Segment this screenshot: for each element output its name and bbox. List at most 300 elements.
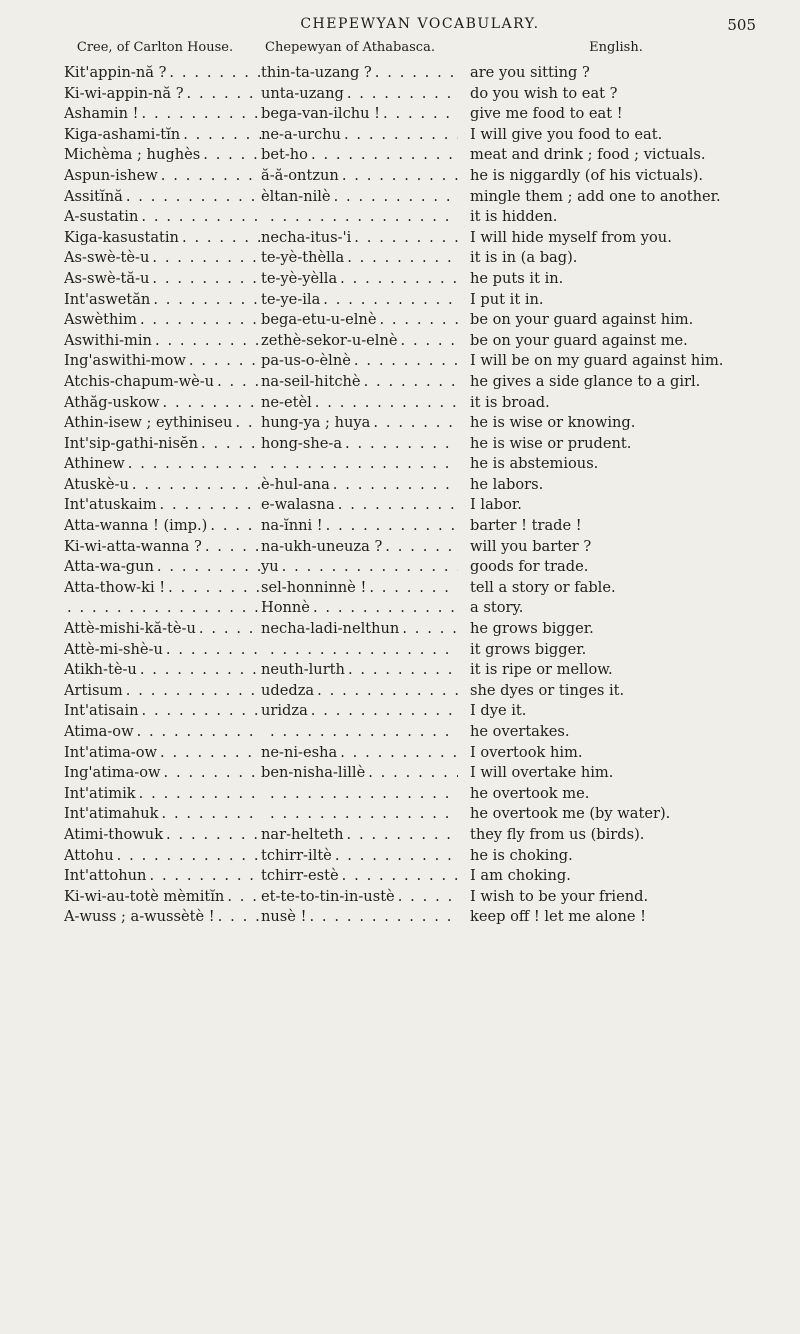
vocabulary-row bbox=[64, 372, 776, 393]
cree-cell bbox=[64, 145, 261, 166]
dot-leader bbox=[334, 187, 458, 208]
dot-leader bbox=[383, 104, 458, 125]
english-meaning: be on your guard against him. bbox=[470, 311, 694, 329]
chepewyan-cell bbox=[261, 413, 458, 434]
column-headers bbox=[64, 40, 776, 60]
vocabulary-row bbox=[64, 537, 776, 558]
cree-term: A-sustatin bbox=[64, 208, 139, 226]
english-meaning: I overtook him. bbox=[470, 743, 583, 761]
cree-cell bbox=[64, 866, 261, 887]
chepewyan-term: na-ĭnni ! bbox=[261, 517, 323, 535]
chepewyan-cell bbox=[261, 804, 458, 825]
cree-term: As-swè-tè-u bbox=[64, 249, 150, 267]
vocabulary-row bbox=[64, 722, 776, 743]
cree-term: Atuskè-u bbox=[64, 475, 129, 493]
dot-leader bbox=[313, 598, 458, 619]
chepewyan-cell bbox=[261, 784, 458, 805]
cree-term: Attè-mishi-kă-tè-u bbox=[64, 620, 196, 638]
cree-cell bbox=[64, 331, 261, 352]
dot-leader bbox=[347, 84, 458, 105]
chepewyan-cell bbox=[261, 372, 458, 393]
cree-term: Atimi-thowuk bbox=[64, 825, 164, 843]
cree-term: Atta-wa-gun bbox=[64, 558, 154, 576]
vocabulary-row bbox=[64, 619, 776, 640]
cree-cell bbox=[64, 454, 261, 475]
chepewyan-term: pa-us-o-èlnè bbox=[261, 352, 351, 370]
cree-term: Int'atimahuk bbox=[64, 805, 159, 823]
chepewyan-cell bbox=[261, 310, 458, 331]
dot-leader bbox=[317, 681, 458, 702]
cree-cell bbox=[64, 537, 261, 558]
dot-leader bbox=[67, 598, 261, 619]
dot-leader bbox=[354, 351, 458, 372]
cree-cell bbox=[64, 701, 261, 722]
dot-leader bbox=[333, 475, 458, 496]
dot-leader bbox=[375, 63, 458, 84]
chepewyan-cell bbox=[261, 331, 458, 352]
vocabulary-row bbox=[64, 413, 776, 434]
chepewyan-term: ne-a-urchu bbox=[261, 125, 341, 143]
chepewyan-cell bbox=[261, 495, 458, 516]
chepewyan-cell bbox=[261, 393, 458, 414]
chepewyan-term: zethè-sekor-u-elnè bbox=[261, 331, 398, 349]
cree-term: Kit'appin-nă ? bbox=[64, 64, 167, 81]
cree-cell bbox=[64, 763, 261, 784]
english-meaning: it is hidden. bbox=[470, 208, 558, 226]
english-meaning: mingle them ; add one to another. bbox=[470, 187, 721, 205]
chepewyan-term: èltan-nilè bbox=[261, 187, 331, 205]
dot-leader bbox=[340, 743, 458, 764]
chepewyan-term: ne-ni-esha bbox=[261, 743, 338, 761]
dot-leader bbox=[264, 722, 458, 743]
vocabulary-row bbox=[64, 145, 776, 166]
dot-leader bbox=[373, 413, 458, 434]
vocabulary-row bbox=[64, 743, 776, 764]
chepewyan-cell bbox=[261, 125, 458, 146]
vocabulary-row bbox=[64, 331, 776, 352]
chepewyan-cell bbox=[261, 846, 458, 867]
english-meaning: keep off ! let me alone ! bbox=[470, 908, 647, 926]
cree-cell bbox=[64, 104, 261, 125]
vocabulary-row bbox=[64, 640, 776, 661]
cree-cell bbox=[64, 187, 261, 208]
chepewyan-cell bbox=[261, 681, 458, 702]
dot-leader bbox=[369, 578, 458, 599]
english-meaning: give me food to eat ! bbox=[470, 105, 623, 123]
vocabulary-row bbox=[64, 228, 776, 249]
chepewyan-cell bbox=[261, 763, 458, 784]
cree-term: Int'atima-ow bbox=[64, 743, 158, 761]
cree-cell bbox=[64, 475, 261, 496]
english-meaning: barter ! trade ! bbox=[470, 517, 582, 535]
chepewyan-term: bega-van-ilchu ! bbox=[261, 105, 381, 123]
dot-leader bbox=[315, 393, 458, 414]
dot-leader bbox=[368, 763, 458, 784]
chepewyan-cell bbox=[261, 907, 458, 928]
running-head bbox=[64, 16, 776, 36]
english-meaning: will you barter ? bbox=[470, 537, 592, 555]
cree-cell bbox=[64, 310, 261, 331]
dot-leader bbox=[342, 166, 458, 187]
cree-cell bbox=[64, 846, 261, 867]
chepewyan-term: bet-ho bbox=[261, 146, 308, 164]
dot-leader bbox=[217, 372, 261, 393]
vocabulary-row bbox=[64, 866, 776, 887]
cree-term: Int'aswetăn bbox=[64, 290, 151, 308]
vocabulary-row bbox=[64, 557, 776, 578]
english-meaning: it is ripe or mellow. bbox=[470, 661, 613, 679]
vocabulary-row bbox=[64, 393, 776, 414]
cree-cell bbox=[64, 784, 261, 805]
dot-leader bbox=[182, 228, 261, 249]
cree-term: Atima-ow bbox=[64, 723, 134, 740]
running-title: CHEPEWYAN VOCABULARY. bbox=[300, 16, 540, 32]
dot-leader bbox=[126, 187, 261, 208]
english-meaning: do you wish to eat ? bbox=[470, 84, 618, 102]
english-meaning: I will overtake him. bbox=[470, 764, 614, 782]
vocabulary-list bbox=[64, 63, 776, 928]
english-meaning: I will be on my guard against him. bbox=[470, 352, 724, 370]
cree-term: Ki-wi-au-totè mèmitĭn bbox=[64, 887, 225, 905]
cree-term: Athin-isew ; eythiniseu bbox=[64, 414, 233, 432]
english-meaning: I put it in. bbox=[470, 290, 544, 308]
dot-leader bbox=[398, 887, 458, 908]
cree-term: As-swè-tă-u bbox=[64, 269, 150, 287]
dot-leader bbox=[132, 475, 261, 496]
cree-cell bbox=[64, 516, 261, 537]
chepewyan-cell bbox=[261, 207, 458, 228]
vocabulary-row bbox=[64, 887, 776, 908]
vocabulary-row bbox=[64, 310, 776, 331]
chepewyan-term: nar-helteth bbox=[261, 825, 344, 843]
dot-leader bbox=[201, 434, 261, 455]
dot-leader bbox=[168, 578, 261, 599]
dot-leader bbox=[140, 310, 261, 331]
chepewyan-term: na-seil-hitchè bbox=[261, 372, 361, 390]
chepewyan-cell bbox=[261, 887, 458, 908]
dot-leader bbox=[126, 681, 261, 702]
english-meaning: they fly from us (birds). bbox=[470, 825, 645, 843]
cree-cell bbox=[64, 907, 261, 928]
cree-cell bbox=[64, 269, 261, 290]
dot-leader bbox=[309, 907, 458, 928]
vocabulary-row bbox=[64, 351, 776, 372]
vocabulary-row bbox=[64, 434, 776, 455]
dot-leader bbox=[264, 784, 458, 805]
chepewyan-cell bbox=[261, 454, 458, 475]
dot-leader bbox=[149, 866, 261, 887]
dot-leader bbox=[163, 393, 261, 414]
english-meaning: it is broad. bbox=[470, 393, 550, 411]
dot-leader bbox=[344, 125, 458, 146]
dot-leader bbox=[117, 846, 261, 867]
cree-term: Int'sip-gathi-nisĕn bbox=[64, 434, 198, 452]
vocabulary-row bbox=[64, 825, 776, 846]
vocabulary-row bbox=[64, 907, 776, 928]
english-meaning: I dye it. bbox=[470, 702, 527, 720]
chepewyan-term: necha-itus-'i bbox=[261, 228, 352, 246]
dot-leader bbox=[346, 825, 458, 846]
chepewyan-term: Honnè bbox=[261, 599, 310, 617]
english-meaning: it is in (a bag). bbox=[470, 249, 578, 267]
cree-cell bbox=[64, 557, 261, 578]
dot-leader bbox=[235, 413, 261, 434]
cree-cell bbox=[64, 804, 261, 825]
cree-term: Athinew bbox=[64, 455, 125, 473]
chepewyan-term: hung-ya ; huya bbox=[261, 414, 371, 432]
chepewyan-cell bbox=[261, 516, 458, 537]
cree-cell bbox=[64, 166, 261, 187]
vocabulary-row bbox=[64, 516, 776, 537]
english-meaning: he overtook me. bbox=[470, 784, 590, 802]
cree-term: Aswithi-min bbox=[64, 331, 152, 349]
chepewyan-term: na-ukh-uneuza ? bbox=[261, 537, 383, 555]
dot-leader bbox=[401, 331, 459, 352]
vocabulary-row bbox=[64, 495, 776, 516]
column-header-english: English. bbox=[589, 40, 643, 55]
dot-leader bbox=[155, 331, 261, 352]
vocabulary-row bbox=[64, 475, 776, 496]
dot-leader bbox=[311, 701, 458, 722]
cree-cell bbox=[64, 434, 261, 455]
cree-term: Atchis-chapum-wè-u bbox=[64, 372, 215, 390]
page-number: 505 bbox=[727, 16, 756, 34]
dot-leader bbox=[264, 640, 458, 661]
chepewyan-cell bbox=[261, 640, 458, 661]
dot-leader bbox=[210, 516, 261, 537]
cree-cell bbox=[64, 660, 261, 681]
chepewyan-cell bbox=[261, 63, 458, 84]
dot-leader bbox=[264, 454, 458, 475]
chepewyan-cell bbox=[261, 557, 458, 578]
dot-leader bbox=[169, 63, 261, 84]
chepewyan-term: nusè ! bbox=[261, 908, 307, 926]
english-meaning: a story. bbox=[470, 599, 524, 617]
chepewyan-cell bbox=[261, 84, 458, 105]
cree-cell bbox=[64, 393, 261, 414]
chepewyan-term: ă-ă-ontzun bbox=[261, 166, 339, 184]
chepewyan-term: unta-uzang bbox=[261, 84, 344, 102]
chepewyan-term: et-te-to-tin-in-ustè bbox=[261, 887, 395, 905]
cree-term: Athăg-uskow bbox=[64, 393, 160, 411]
cree-term: Ing'aswithi-mow bbox=[64, 352, 186, 370]
cree-cell bbox=[64, 681, 261, 702]
vocabulary-row bbox=[64, 187, 776, 208]
vocabulary-row bbox=[64, 681, 776, 702]
chepewyan-cell bbox=[261, 619, 458, 640]
dot-leader bbox=[264, 207, 458, 228]
vocabulary-row bbox=[64, 166, 776, 187]
english-meaning: I labor. bbox=[470, 496, 522, 514]
dot-leader bbox=[152, 248, 261, 269]
vocabulary-row bbox=[64, 207, 776, 228]
dot-leader bbox=[139, 784, 261, 805]
english-meaning: it grows bigger. bbox=[470, 640, 587, 658]
chepewyan-cell bbox=[261, 598, 458, 619]
english-meaning: he overtook me (by water). bbox=[470, 805, 671, 823]
cree-term: Ki-wi-atta-wanna ? bbox=[64, 537, 202, 555]
dot-leader bbox=[347, 248, 458, 269]
dot-leader bbox=[345, 434, 458, 455]
chepewyan-cell bbox=[261, 660, 458, 681]
cree-cell bbox=[64, 640, 261, 661]
dot-leader bbox=[348, 660, 458, 681]
dot-leader bbox=[342, 866, 458, 887]
cree-term: Int'atisain bbox=[64, 702, 139, 720]
chepewyan-cell bbox=[261, 434, 458, 455]
chepewyan-term: sel-honninnè ! bbox=[261, 578, 367, 596]
chepewyan-term: te-yè-thèlla bbox=[261, 249, 345, 267]
dot-leader bbox=[326, 516, 458, 537]
dot-leader bbox=[183, 125, 261, 146]
dot-leader bbox=[128, 454, 261, 475]
english-meaning: he puts it in. bbox=[470, 269, 564, 287]
vocabulary-row bbox=[64, 804, 776, 825]
cree-cell bbox=[64, 207, 261, 228]
dot-leader bbox=[160, 495, 261, 516]
chepewyan-term: necha-ladi-nelthun bbox=[261, 620, 400, 638]
dot-leader bbox=[218, 907, 261, 928]
english-meaning: he gives a side glance to a girl. bbox=[470, 372, 701, 390]
chepewyan-cell bbox=[261, 351, 458, 372]
dot-leader bbox=[205, 537, 261, 558]
vocabulary-row bbox=[64, 598, 776, 619]
english-meaning: he is choking. bbox=[470, 846, 573, 864]
dot-leader bbox=[166, 640, 261, 661]
chepewyan-cell bbox=[261, 825, 458, 846]
chepewyan-cell bbox=[261, 866, 458, 887]
vocabulary-row bbox=[64, 269, 776, 290]
vocabulary-row bbox=[64, 248, 776, 269]
english-meaning: are you sitting ? bbox=[470, 64, 590, 81]
english-meaning: he is abstemious. bbox=[470, 455, 599, 473]
cree-term: Kiga-kasustatin bbox=[64, 228, 179, 246]
english-meaning: he is wise or prudent. bbox=[470, 434, 632, 452]
dot-leader bbox=[264, 804, 458, 825]
vocabulary-row bbox=[64, 84, 776, 105]
chepewyan-cell bbox=[261, 145, 458, 166]
chepewyan-term: udedza bbox=[261, 681, 315, 699]
cree-cell bbox=[64, 228, 261, 249]
dot-leader bbox=[323, 290, 458, 311]
cree-term: Atikh-tè-u bbox=[64, 661, 137, 679]
english-meaning: he is wise or knowing. bbox=[470, 414, 636, 432]
chepewyan-term: neuth-lurth bbox=[261, 661, 345, 679]
english-meaning: be on your guard against me. bbox=[470, 331, 688, 349]
chepewyan-term: bega-etu-u-elnè bbox=[261, 311, 377, 329]
english-meaning: I will give you food to eat. bbox=[470, 125, 663, 143]
chepewyan-term: uridza bbox=[261, 702, 308, 720]
english-meaning: tell a story or fable. bbox=[470, 578, 616, 596]
cree-term: Atta-thow-ki ! bbox=[64, 578, 166, 596]
dot-leader bbox=[164, 763, 262, 784]
cree-cell bbox=[64, 290, 261, 311]
dot-leader bbox=[203, 145, 261, 166]
chepewyan-term: tchirr-iltè bbox=[261, 846, 332, 864]
dot-leader bbox=[161, 166, 261, 187]
cree-cell bbox=[64, 887, 261, 908]
cree-cell bbox=[64, 351, 261, 372]
dot-leader bbox=[153, 290, 261, 311]
chepewyan-term: e-walasna bbox=[261, 496, 335, 514]
vocabulary-row bbox=[64, 104, 776, 125]
dot-leader bbox=[141, 207, 261, 228]
chepewyan-term: è-hul-ana bbox=[261, 475, 330, 493]
cree-cell bbox=[64, 619, 261, 640]
chepewyan-cell bbox=[261, 475, 458, 496]
cree-term: Assitĭnă bbox=[64, 187, 123, 205]
vocabulary-row bbox=[64, 578, 776, 599]
english-meaning: he overtakes. bbox=[470, 723, 570, 740]
cree-term: Int'atimik bbox=[64, 784, 136, 802]
chepewyan-term: hong-she-a bbox=[261, 434, 343, 452]
dot-leader bbox=[152, 269, 261, 290]
chepewyan-cell bbox=[261, 701, 458, 722]
cree-cell bbox=[64, 372, 261, 393]
english-meaning: meat and drink ; food ; victuals. bbox=[470, 146, 706, 164]
cree-term: Ashamin ! bbox=[64, 105, 139, 123]
cree-term: Attohu bbox=[64, 846, 114, 864]
vocabulary-row bbox=[64, 701, 776, 722]
chepewyan-cell bbox=[261, 248, 458, 269]
dot-leader bbox=[354, 228, 458, 249]
chepewyan-cell bbox=[261, 743, 458, 764]
english-meaning: goods for trade. bbox=[470, 558, 589, 576]
cree-term: Michèma ; hughès bbox=[64, 146, 201, 164]
dot-leader bbox=[189, 351, 261, 372]
cree-cell bbox=[64, 743, 261, 764]
cree-term: Kiga-ashami-tĭn bbox=[64, 125, 181, 143]
dot-leader bbox=[199, 619, 261, 640]
dot-leader bbox=[142, 701, 261, 722]
chepewyan-cell bbox=[261, 187, 458, 208]
english-meaning: I will hide myself from you. bbox=[470, 228, 672, 246]
dot-leader bbox=[335, 846, 458, 867]
chepewyan-term: thin-ta-uzang ? bbox=[261, 64, 372, 81]
english-meaning: she dyes or tinges it. bbox=[470, 681, 625, 699]
vocabulary-row bbox=[64, 125, 776, 146]
vocabulary-row bbox=[64, 290, 776, 311]
dot-leader bbox=[157, 557, 261, 578]
cree-term: Int'attohun bbox=[64, 867, 147, 885]
column-header-chepewyan: Chepewyan of Athabasca. bbox=[265, 40, 435, 55]
vocabulary-row bbox=[64, 784, 776, 805]
cree-term: Artisum bbox=[64, 681, 123, 699]
english-meaning: I wish to be your friend. bbox=[470, 887, 649, 905]
cree-cell bbox=[64, 825, 261, 846]
vocabulary-row bbox=[64, 454, 776, 475]
cree-term: Aswèthim bbox=[64, 311, 137, 329]
cree-cell bbox=[64, 63, 261, 84]
cree-term: Ki-wi-appin-nă ? bbox=[64, 84, 184, 102]
cree-cell bbox=[64, 248, 261, 269]
dot-leader bbox=[311, 145, 458, 166]
vocabulary-row bbox=[64, 63, 776, 84]
chepewyan-term: ben-nisha-lillè bbox=[261, 764, 366, 782]
dot-leader bbox=[282, 557, 458, 578]
cree-term: Ing'atima-ow bbox=[64, 764, 161, 782]
dot-leader bbox=[227, 887, 261, 908]
dot-leader bbox=[142, 104, 261, 125]
cree-cell bbox=[64, 84, 261, 105]
cree-term: Int'atuskaim bbox=[64, 496, 157, 514]
dot-leader bbox=[187, 84, 261, 105]
vocabulary-row bbox=[64, 660, 776, 681]
chepewyan-term: yu bbox=[261, 558, 279, 576]
chepewyan-cell bbox=[261, 290, 458, 311]
chepewyan-cell bbox=[261, 269, 458, 290]
chepewyan-cell bbox=[261, 166, 458, 187]
